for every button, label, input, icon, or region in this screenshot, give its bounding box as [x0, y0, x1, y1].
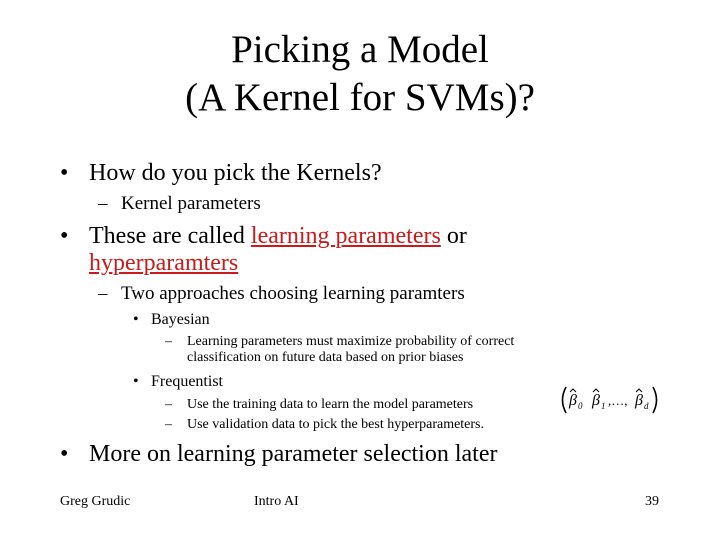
bullet-text-prefix: These are called: [89, 223, 251, 249]
parameter-vector-formula: [558, 384, 662, 416]
item-frequentist: Frequentist: [151, 373, 223, 390]
bayesian-detail-line-1: Learning parameters must maximize probability of correct: [187, 334, 515, 349]
beta-d: β: [635, 392, 643, 409]
beta-1: β: [592, 392, 600, 409]
sub-two-approaches: Two approaches choosing learning paramters: [121, 283, 465, 304]
dash-marker: –: [165, 417, 172, 432]
title-line-1: Picking a Model: [231, 28, 489, 71]
term-learning-parameters: learning parameters: [250, 223, 441, 249]
beta-1-subscript: 1: [601, 401, 606, 411]
bullet-marker: •: [60, 160, 69, 186]
bullet-marker: •: [133, 373, 139, 390]
bullet-marker: •: [60, 441, 69, 467]
bullet-marker: •: [133, 311, 139, 328]
title-line-2: (A Kernel for SVMs)?: [185, 76, 535, 119]
bullet-more-later: More on learning parameter selection later: [89, 441, 498, 467]
sub-kernel-parameters: Kernel parameters: [121, 193, 261, 214]
dash-marker: –: [165, 334, 172, 349]
dash-marker: –: [98, 193, 108, 214]
beta-0-subscript: 0: [578, 401, 583, 411]
close-paren-icon: [653, 387, 657, 413]
bayesian-detail-line-2: classification on future data based on prior biases: [187, 350, 464, 365]
formula-ellipsis: ,…,: [608, 393, 628, 408]
dash-marker: –: [165, 397, 172, 412]
footer-course: Intro AI: [254, 494, 299, 509]
footer-author: Greg Grudic: [60, 494, 131, 509]
open-paren-icon: [563, 387, 567, 413]
bullet-marker: •: [60, 223, 69, 249]
dash-marker: –: [98, 283, 108, 304]
term-hyperparamters: hyperparamters: [89, 250, 239, 276]
item-bayesian: Bayesian: [151, 311, 210, 328]
term-hyperparamters-line: [89, 250, 238, 276]
bullet-text-or: or: [440, 223, 467, 249]
beta-d-subscript: d: [644, 401, 649, 411]
frequentist-detail-1: Use the training data to learn the model parameters: [187, 397, 474, 412]
beta-0: β: [569, 392, 577, 409]
hat-marks: [570, 389, 642, 392]
bullet-learning-parameters: [89, 223, 467, 249]
bullet-pick-kernels: How do you pick the Kernels?: [89, 160, 382, 186]
frequentist-detail-2: Use validation data to pick the best hyperparameters.: [187, 417, 485, 432]
footer-page-number: 39: [645, 494, 659, 509]
slide-title: [0, 26, 720, 122]
